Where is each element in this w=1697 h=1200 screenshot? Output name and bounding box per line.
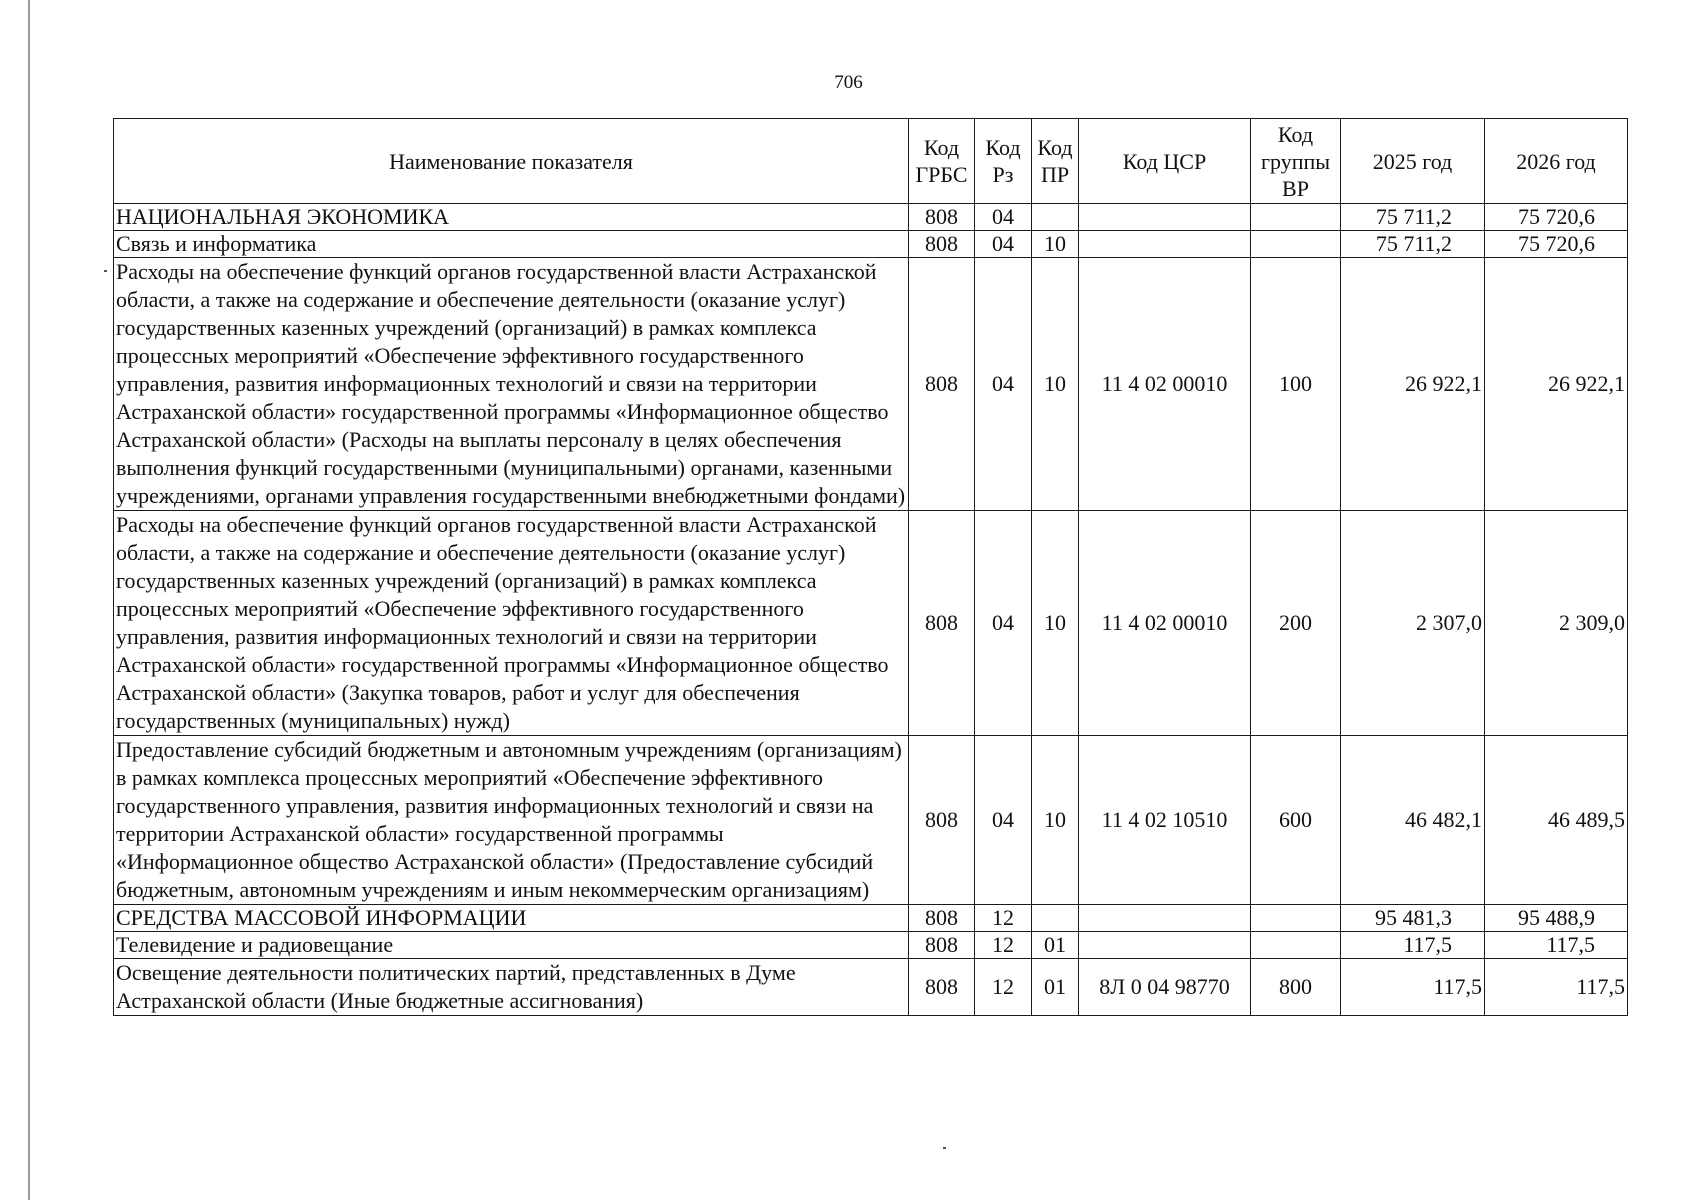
row-csr (1079, 231, 1251, 258)
row-vr (1251, 932, 1341, 959)
table-row (114, 959, 1628, 1016)
row-rz: 04 (975, 231, 1032, 258)
header-name: Наименование показателя (114, 119, 909, 204)
row-grbs: 808 (909, 905, 975, 932)
row-name: Предоставление субсидий бюджетным и автономным учреждениям (организациям) в рамках комплекса процессных мероприятий «Обеспечение эффективного государственного управления, развития информационных технологий и связи на территории Астраханской области» государственной программы «Информационное общество Астраханской области» (Предоставление субсидий бюджетным, автономным учреждениям и иным некоммерческим организациям) (114, 736, 909, 905)
scan-speck (943, 1147, 946, 1149)
row-pr: 10 (1032, 231, 1079, 258)
row-2026: 117,5 (1485, 932, 1628, 959)
table-row (114, 258, 1628, 511)
table-row (114, 932, 1628, 959)
row-2026: 26 922,1 (1485, 258, 1628, 511)
header-csr: Код ЦСР (1079, 119, 1251, 204)
row-name: Связь и информатика (114, 231, 909, 258)
row-pr: 10 (1032, 736, 1079, 905)
row-grbs: 808 (909, 736, 975, 905)
row-2026: 2 309,0 (1485, 511, 1628, 736)
row-2026: 117,5 (1485, 959, 1628, 1016)
row-2026: 75 720,6 (1485, 204, 1628, 231)
row-vr (1251, 204, 1341, 231)
row-name: Расходы на обеспечение функций органов государственной власти Астраханской области, а также на содержание и обеспечение деятельности (оказание услуг) государственных казенных учреждений (организаций) в рамках комплекса процессных мероприятий «Обеспечение эффективного государственного управления, развития информационных технологий и связи на территории Астраханской области» государственной программы «Информационное общество Астраханской области» (Расходы на выплаты персоналу в целях обеспечения выполнения функций государственными (муниципальными) органами, казенными учреждениями, органами управления государственными внебюджетными фондами) (114, 258, 909, 511)
table-row (114, 905, 1628, 932)
row-vr (1251, 231, 1341, 258)
row-csr: 11 4 02 10510 (1079, 736, 1251, 905)
row-csr (1079, 932, 1251, 959)
row-pr (1032, 204, 1079, 231)
row-2025: 26 922,1 (1341, 258, 1485, 511)
row-rz: 12 (975, 932, 1032, 959)
row-vr: 600 (1251, 736, 1341, 905)
scan-edge-line (28, 0, 30, 1200)
header-rz: Код Рз (975, 119, 1032, 204)
row-csr: 8Л 0 04 98770 (1079, 959, 1251, 1016)
row-rz: 12 (975, 905, 1032, 932)
header-vr: Код группы ВР (1251, 119, 1341, 204)
row-grbs: 808 (909, 959, 975, 1016)
header-pr: Код ПР (1032, 119, 1079, 204)
table-row (114, 511, 1628, 736)
row-name: СРЕДСТВА МАССОВОЙ ИНФОРМАЦИИ (114, 905, 909, 932)
row-pr: 10 (1032, 258, 1079, 511)
row-csr: 11 4 02 00010 (1079, 258, 1251, 511)
row-2025: 117,5 (1341, 932, 1485, 959)
row-grbs: 808 (909, 511, 975, 736)
row-vr: 200 (1251, 511, 1341, 736)
budget-table (113, 118, 1628, 1016)
table-row (114, 231, 1628, 258)
row-name: НАЦИОНАЛЬНАЯ ЭКОНОМИКА (114, 204, 909, 231)
table-row (114, 736, 1628, 905)
row-vr: 800 (1251, 959, 1341, 1016)
row-2025: 2 307,0 (1341, 511, 1485, 736)
header-grbs: Код ГРБС (909, 119, 975, 204)
row-grbs: 808 (909, 932, 975, 959)
row-rz: 04 (975, 736, 1032, 905)
table-header-row (114, 119, 1628, 204)
row-vr: 100 (1251, 258, 1341, 511)
row-pr: 01 (1032, 959, 1079, 1016)
row-name: Телевидение и радиовещание (114, 932, 909, 959)
row-2025: 117,5 (1341, 959, 1485, 1016)
row-2025: 46 482,1 (1341, 736, 1485, 905)
row-vr (1251, 905, 1341, 932)
table-row (114, 204, 1628, 231)
header-2025: 2025 год (1341, 119, 1485, 204)
row-rz: 04 (975, 511, 1032, 736)
row-grbs: 808 (909, 231, 975, 258)
row-2026: 46 489,5 (1485, 736, 1628, 905)
row-2025: 75 711,2 (1341, 231, 1485, 258)
row-rz: 04 (975, 258, 1032, 511)
row-rz: 04 (975, 204, 1032, 231)
row-pr (1032, 905, 1079, 932)
header-2026: 2026 год (1485, 119, 1628, 204)
row-csr (1079, 905, 1251, 932)
row-2025: 75 711,2 (1341, 204, 1485, 231)
row-csr (1079, 204, 1251, 231)
row-name: Освещение деятельности политических партий, представленных в Думе Астраханской области (Иные бюджетные ассигнования) (114, 959, 909, 1016)
row-name: Расходы на обеспечение функций органов государственной власти Астраханской области, а также на содержание и обеспечение деятельности (оказание услуг) государственных казенных учреждений (организаций) в рамках комплекса процессных мероприятий «Обеспечение эффективного государственного управления, развития информационных технологий и связи на территории Астраханской области» государственной программы «Информационное общество Астраханской области» (Закупка товаров, работ и услуг для обеспечения государственных (муниципальных) нужд) (114, 511, 909, 736)
scan-speck (104, 270, 107, 272)
page-number: 706 (834, 72, 863, 93)
row-pr: 10 (1032, 511, 1079, 736)
row-csr: 11 4 02 00010 (1079, 511, 1251, 736)
row-rz: 12 (975, 959, 1032, 1016)
row-grbs: 808 (909, 204, 975, 231)
row-2025: 95 481,3 (1341, 905, 1485, 932)
row-2026: 95 488,9 (1485, 905, 1628, 932)
row-2026: 75 720,6 (1485, 231, 1628, 258)
row-grbs: 808 (909, 258, 975, 511)
row-pr: 01 (1032, 932, 1079, 959)
